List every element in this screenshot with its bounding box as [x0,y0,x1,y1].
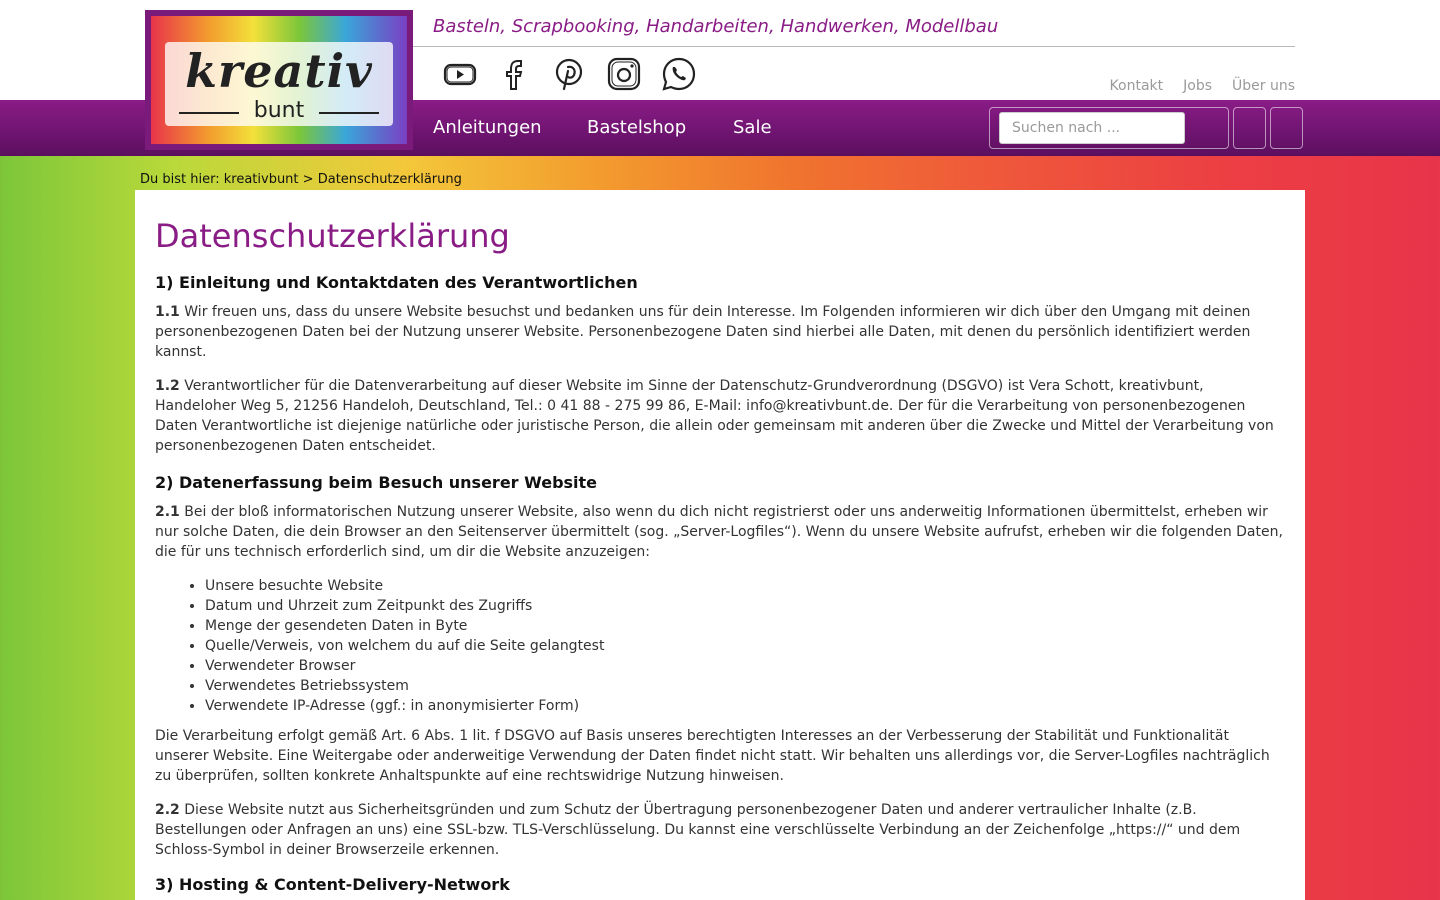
whatsapp-icon[interactable] [660,55,698,93]
breadcrumb-home-link[interactable]: kreativbunt [223,172,299,187]
breadcrumb-separator: > [302,172,314,187]
list-item: • Verwendeter Browser [205,656,1285,676]
facebook-icon[interactable] [496,55,534,93]
breadcrumb-current: Datenschutzerklärung [317,172,462,187]
site-logo[interactable] [145,10,413,150]
site-tagline: Basteln, Scrapbooking, Handarbeiten, Handwerken, Modellbau [433,16,999,37]
link-kontakt[interactable]: Kontakt [1109,78,1164,94]
paragraph-2-1-continued: Die Verarbeitung erfolgt gemäß Art. 6 Abs. 1 lit. f DSGVO auf Basis unseres berechtigten Interesses an der Verbesserung der Stabilität und Funktionalität unserer Website. Eine Weitergabe oder anderweitige Verwendung der Daten findet nicht statt. Wir behalten uns allerdings vor, die Server-Logfiles nachträglich zu überprüfen, sollten konkrete Anhaltspunkte auf eine rechtswidrige Nutzung hinweisen. [155,728,1270,784]
list-item: • Verwendetes Betriebssystem [205,676,1285,696]
account-button[interactable] [1233,107,1266,149]
list-item: • Datum und Uhrzeit zum Zeitpunkt des Zugriffs [205,596,1285,616]
list-item: • Menge der gesendeten Daten in Byte [205,616,1285,636]
section-2-heading: 2) Datenerfassung beim Besuch unserer Website [155,473,598,492]
paragraph-1-2 [155,376,1285,456]
nav-bastelshop[interactable]: Bastelshop [587,117,687,138]
main-content [135,190,1305,900]
list-item: • Verwendete IP-Adresse (ggf.: in anonymisierter Form) [205,696,1285,716]
paragraph-text: Verantwortlicher für die Datenverarbeitung auf dieser Website im Sinne der Datenschutz-Grundverordnung (DSGVO) ist Vera Schott, kreativbunt, Handeloher Weg 5, 21256 Handeloh, Deutschland, Tel.: 0 41 88 - 275 99 86, E-Mail: info@kreativbunt.de. Der für die Verarbeitung von personenbezogenen Daten Verantwortliche ist diejenige natürliche oder juristische Person, die allein oder gemeinsam mit anderen über die Zwecke und Mittel der Verarbeitung von personenbezogenen Daten entscheidet. [155,378,1274,454]
pinterest-icon[interactable] [550,55,588,93]
paragraph-number: 1.2 [155,378,180,394]
logo-plate [165,42,393,126]
logo-text: kreativ [185,44,373,98]
paragraph-text: Wir freuen uns, dass du unsere Website besuchst und bedanken uns für dein Interesse. Im Folgenden informieren wir dich über den Umgang mit deinen personenbezogenen Daten bei der Nutzung unserer Website. Personenbezogene Daten sind hierbei alle Daten, mit denen du persönlich identifiziert werden kannst. [155,304,1251,360]
link-ueber-uns[interactable]: Über uns [1232,78,1295,94]
paragraph-1-1 [155,302,1285,362]
section-3-heading: 3) Hosting & Content-Delivery-Network [155,875,510,894]
nav-anleitungen[interactable]: Anleitungen [433,117,542,138]
search-input[interactable] [999,112,1185,144]
paragraph-2-1 [155,502,1285,562]
paragraph-text: Diese Website nutzt aus Sicherheitsgründen und zum Schutz der Übertragung personenbezogener Daten und anderer vertraulicher Inhalte (z.B. Bestellungen oder Anfragen an uns) eine SSL-bzw. TLS-Verschlüsselung. Du kannst eine verschlüsselte Verbindung an der Zeichenfolge „https://“ und dem Schloss-Symbol in deiner Browserzeile erkennen. [155,802,1241,858]
cart-button[interactable] [1270,107,1303,149]
link-jobs[interactable]: Jobs [1183,78,1212,94]
paragraph-number: 2.1 [155,504,180,520]
breadcrumb [140,172,462,187]
list-item: • Quelle/Verweis, von welchem du auf die Seite gelangtest [205,636,1285,656]
logfile-data-list [205,576,1285,716]
search-button[interactable] [1189,112,1223,144]
header-divider [413,46,1295,47]
breadcrumb-prefix: Du bist hier: [140,172,220,187]
top-links [1110,78,1295,94]
paragraph-2-2 [155,800,1285,860]
instagram-icon[interactable] [605,55,643,93]
nav-sale[interactable]: Sale [733,117,772,138]
list-item: • Unsere besuchte Website [205,576,1285,596]
youtube-icon[interactable] [441,55,479,93]
logo-subtext: bunt [253,98,305,123]
paragraph-number: 1.1 [155,304,180,320]
paragraph-number: 2.2 [155,802,180,818]
section-1-heading: 1) Einleitung und Kontaktdaten des Verantwortlichen [155,273,638,292]
page-title: Datenschutzerklärung [155,217,510,255]
paragraph-text: Bei der bloß informatorischen Nutzung unserer Website, also wenn du dich nicht registrierst oder uns anderweitig Informationen übermittelst, erheben wir nur solche Daten, die dein Browser an den Seitenserver übermittelt (sog. „Server-Logfiles“). Wenn du unsere Website aufrufst, erheben wir die folgenden Daten, die für uns technisch erforderlich sind, um dir die Website anzuzeigen: [155,504,1283,560]
